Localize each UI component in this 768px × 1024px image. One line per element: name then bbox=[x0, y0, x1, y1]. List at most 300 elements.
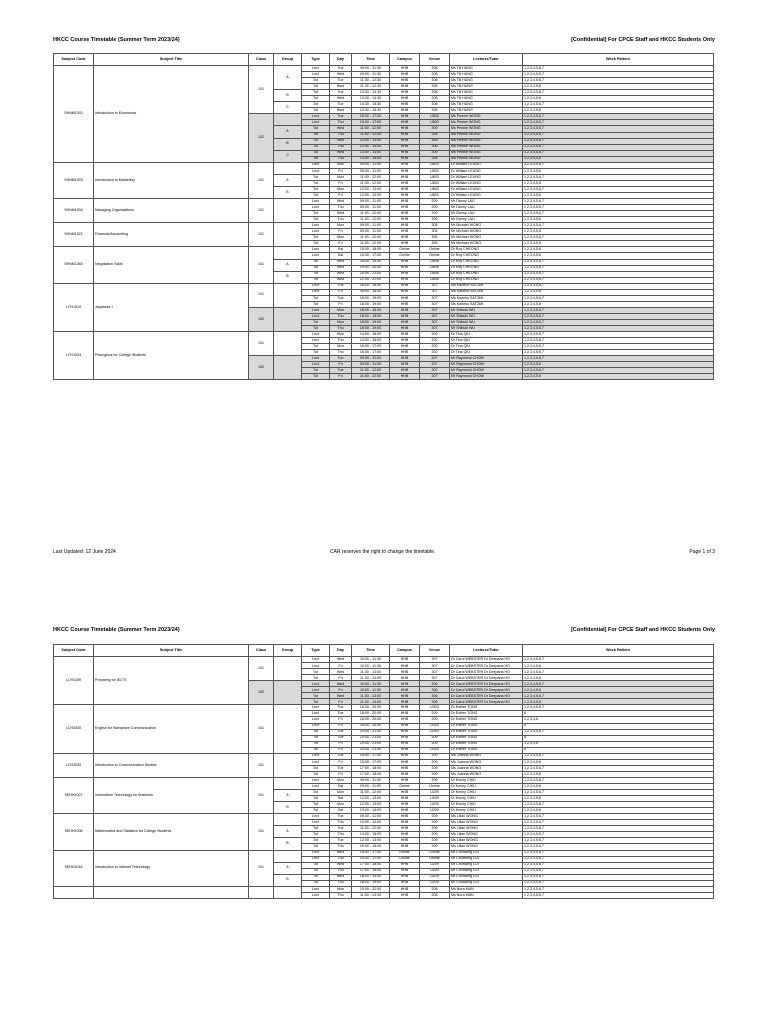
time: 12:00 - 13:00 bbox=[352, 796, 390, 802]
venue: 209 bbox=[420, 217, 450, 223]
class-number: 101 bbox=[249, 850, 274, 886]
column-header: Group bbox=[274, 645, 302, 657]
time: 11:00 - 12:00 bbox=[352, 180, 390, 186]
week-pattern: 1,2,3,4,5,6,7 bbox=[523, 205, 714, 211]
week-pattern: 1,2,3,4,5,6 bbox=[523, 687, 714, 693]
lecturer: Mr Michael WONG bbox=[450, 235, 523, 241]
week-pattern: 1,2,3,4,5,6,7 bbox=[523, 880, 714, 886]
group-label bbox=[274, 162, 302, 174]
lecturer: Mr Raymond CHOW bbox=[450, 374, 523, 380]
class-number: 101 bbox=[249, 777, 274, 813]
group-label bbox=[274, 283, 302, 307]
venue: 209 bbox=[420, 838, 450, 844]
lecturer: Dr Tina QIU bbox=[450, 344, 523, 350]
column-header: Day bbox=[330, 54, 352, 66]
time: 11:30 - 13:00 bbox=[352, 699, 390, 705]
type: Tut bbox=[302, 832, 330, 838]
venue: 208 bbox=[420, 886, 450, 892]
week-pattern: 1,2,3,4,5,6,7 bbox=[523, 338, 714, 344]
week-pattern: 1,2,3,4,5,6,7 bbox=[523, 90, 714, 96]
subject-title: Preparing for IELTS bbox=[94, 657, 249, 705]
day: Wed bbox=[330, 874, 352, 880]
lecturer: Ms Joanna WONG bbox=[450, 771, 523, 777]
time: 14:30 - 15:30 bbox=[352, 108, 390, 114]
group-label bbox=[274, 199, 302, 223]
campus: HHB bbox=[390, 777, 420, 783]
day: Fri bbox=[330, 241, 352, 247]
type: Lect bbox=[302, 783, 330, 789]
day: Wed bbox=[330, 259, 352, 265]
type: Lect bbox=[302, 777, 330, 783]
lecturer: Mr Chunwing LUI bbox=[450, 874, 523, 880]
venue: U303 bbox=[420, 729, 450, 735]
campus: HHB bbox=[390, 796, 420, 802]
campus: HHB bbox=[390, 186, 420, 192]
footer-note: CAR reserves the right to change the timetable. bbox=[330, 549, 436, 555]
venue: 208 bbox=[420, 892, 450, 898]
time: 11:00 - 12:00 bbox=[352, 790, 390, 796]
week-pattern: 1,2,3,4,5,6,7 bbox=[523, 265, 714, 271]
week-pattern: 6 bbox=[523, 711, 714, 717]
week-pattern: 1,2,3,4,5,6,7 bbox=[523, 313, 714, 319]
campus: HHB bbox=[390, 874, 420, 880]
campus: HHB bbox=[390, 283, 420, 289]
week-pattern: 1,2,3,4,5,6,7 bbox=[523, 356, 714, 362]
venue: 202 bbox=[420, 332, 450, 338]
time: 16:00 - 18:00 bbox=[352, 313, 390, 319]
lecturer: Ms Kaneko SATOMI bbox=[450, 295, 523, 301]
day: Thu bbox=[330, 313, 352, 319]
day: Thu bbox=[330, 844, 352, 850]
type: Lect bbox=[302, 120, 330, 126]
type: Tut bbox=[302, 874, 330, 880]
type: Tut bbox=[302, 319, 330, 325]
campus: HHB bbox=[390, 332, 420, 338]
week-pattern: 1,2,3,4,5,6,7 bbox=[523, 874, 714, 880]
campus: Online bbox=[390, 783, 420, 789]
class-number: 101 bbox=[249, 814, 274, 850]
time: 09:00 - 11:00 bbox=[352, 199, 390, 205]
campus: HHB bbox=[390, 832, 420, 838]
lecturer: Ms Kaneko SATOMI bbox=[450, 283, 523, 289]
group-label bbox=[274, 657, 302, 681]
campus: HHB bbox=[390, 319, 420, 325]
column-header: Day bbox=[330, 645, 352, 657]
class-number: 101 bbox=[249, 332, 274, 356]
type: Lect bbox=[302, 753, 330, 759]
type: Lect bbox=[302, 723, 330, 729]
type: Lect bbox=[302, 717, 330, 723]
time: 16:00 - 18:00 bbox=[352, 289, 390, 295]
type: Tut bbox=[302, 765, 330, 771]
week-pattern: 1,2,3,4,5,6 bbox=[523, 168, 714, 174]
time: 09:00 - 11:00 bbox=[352, 783, 390, 789]
lecturer: Mr Danny LAU bbox=[450, 217, 523, 223]
lecturer: Mr Shibuki WU bbox=[450, 307, 523, 313]
class-number: 101 bbox=[249, 705, 274, 753]
week-pattern: 1,2,3,4,5,6 bbox=[523, 217, 714, 223]
subject-code: LCH1024 bbox=[54, 332, 94, 380]
lecturer: Ms Lilian WONG bbox=[450, 826, 523, 832]
campus: HHB bbox=[390, 235, 420, 241]
week-pattern: 1,2,3,4,5,6,7 bbox=[523, 862, 714, 868]
time: 09:00 - 11:00 bbox=[352, 356, 390, 362]
lecturer: Dr Carol WEBSTER Dr Deepana HO bbox=[450, 657, 523, 663]
subject-code: LCH1019 bbox=[54, 283, 94, 331]
type: Lect bbox=[302, 205, 330, 211]
type: Lect bbox=[302, 820, 330, 826]
venue: 307 bbox=[420, 669, 450, 675]
venue: 307 bbox=[420, 283, 450, 289]
campus: HHB bbox=[390, 241, 420, 247]
page-title: HKCC Course Timetable (Summer Term 2023/24) bbox=[53, 37, 180, 43]
campus: HHB bbox=[390, 108, 420, 114]
lecturer: Dr Kenny CHIU bbox=[450, 808, 523, 814]
lecturer: Dr Carol WEBSTER Dr Deepana HO bbox=[450, 699, 523, 705]
lecturer: Dr William LEUNG bbox=[450, 174, 523, 180]
week-pattern: 1,2,3,4,5,6,7 bbox=[523, 126, 714, 132]
lecturer: Ms Nora MAN bbox=[450, 886, 523, 892]
time: 17:00 - 18:00 bbox=[352, 862, 390, 868]
venue: U209 bbox=[420, 802, 450, 808]
column-header: Venue bbox=[420, 645, 450, 657]
day: Tue bbox=[330, 66, 352, 72]
time: 18:00 - 19:00 bbox=[352, 326, 390, 332]
group-label bbox=[274, 681, 302, 705]
day: Tue bbox=[330, 90, 352, 96]
column-header: Week Pattern bbox=[523, 645, 714, 657]
type: Lect bbox=[302, 162, 330, 168]
type: Tut bbox=[302, 880, 330, 886]
campus: Online bbox=[390, 856, 420, 862]
lecturer: Ms Pennie WONG bbox=[450, 132, 523, 138]
venue: U209 bbox=[420, 790, 450, 796]
type: Lect bbox=[302, 356, 330, 362]
type: Lect bbox=[302, 663, 330, 669]
day: Thu bbox=[330, 880, 352, 886]
time: 17:00 - 18:00 bbox=[352, 765, 390, 771]
day: Thu bbox=[330, 217, 352, 223]
time: 11:00 - 12:00 bbox=[352, 132, 390, 138]
week-pattern: 1,2,3,4,5,6,7 bbox=[523, 211, 714, 217]
venue: 209 bbox=[420, 826, 450, 832]
type: Lect bbox=[302, 681, 330, 687]
campus: HHB bbox=[390, 144, 420, 150]
lecturer: Ms Lilian WONG bbox=[450, 832, 523, 838]
group-label bbox=[274, 114, 302, 126]
group-label: A bbox=[274, 790, 302, 802]
day: Mon bbox=[330, 777, 352, 783]
lecturer: Dr Esther TONG bbox=[450, 723, 523, 729]
time: 09:00 - 11:00 bbox=[352, 205, 390, 211]
day: Wed bbox=[330, 681, 352, 687]
last-updated: Last Updated: 12 June 2024 bbox=[53, 549, 116, 555]
day: Wed bbox=[330, 265, 352, 271]
campus: HHB bbox=[390, 862, 420, 868]
group-label: C bbox=[274, 150, 302, 162]
type: Lect bbox=[302, 657, 330, 663]
week-pattern: 1,2,3,4,5,6 bbox=[523, 796, 714, 802]
type: Tut bbox=[302, 217, 330, 223]
day: Thu bbox=[330, 820, 352, 826]
campus: HHB bbox=[390, 790, 420, 796]
time: 15:00 - 17:00 bbox=[352, 120, 390, 126]
day: Mon bbox=[330, 344, 352, 350]
lecturer: Mr Michael WONG bbox=[450, 241, 523, 247]
campus: HHB bbox=[390, 892, 420, 898]
group-label bbox=[274, 777, 302, 789]
subject-code: SHNM1060 bbox=[54, 247, 94, 283]
column-header: Lecturer/Tutor bbox=[450, 54, 523, 66]
day: Thu bbox=[330, 892, 352, 898]
lecturer: Dr Carol WEBSTER Dr Deepana HO bbox=[450, 669, 523, 675]
lecturer: Dr Esther TONG bbox=[450, 729, 523, 735]
time: 12:00 - 13:00 bbox=[352, 838, 390, 844]
venue: U603 bbox=[420, 186, 450, 192]
class-number: 102 bbox=[249, 307, 274, 331]
campus: HHB bbox=[390, 723, 420, 729]
campus: HHB bbox=[390, 301, 420, 307]
venue: 306 bbox=[420, 144, 450, 150]
time: 11:00 - 12:00 bbox=[352, 241, 390, 247]
lecturer: Ms Tili HUNG bbox=[450, 90, 523, 96]
time: 15:00 - 16:00 bbox=[352, 844, 390, 850]
group-label: B bbox=[274, 271, 302, 283]
time: 09:00 - 11:00 bbox=[352, 223, 390, 229]
venue: 207 bbox=[420, 374, 450, 380]
week-pattern: 1,2,3,4,5,6,7 bbox=[523, 78, 714, 84]
day: Thu bbox=[330, 156, 352, 162]
day: Tue bbox=[330, 765, 352, 771]
time: 16:00 - 17:00 bbox=[352, 344, 390, 350]
week-pattern: 1,2,3,4,5,6,7 bbox=[523, 319, 714, 325]
time: 09:00 - 11:00 bbox=[352, 814, 390, 820]
lecturer: Ms Tili HUNG bbox=[450, 84, 523, 90]
subject-title: Mathematics and Statistics for College Students bbox=[94, 814, 249, 850]
time: 15:00 - 17:00 bbox=[352, 114, 390, 120]
type: Tut bbox=[302, 192, 330, 198]
campus: HHB bbox=[390, 759, 420, 765]
venue: U606 bbox=[420, 271, 450, 277]
subject-title: Negotiation Skills bbox=[94, 247, 249, 283]
campus: HHB bbox=[390, 735, 420, 741]
type: Tut bbox=[302, 138, 330, 144]
venue: U606 bbox=[420, 259, 450, 265]
day: Fri bbox=[330, 374, 352, 380]
venue: Online bbox=[420, 856, 450, 862]
group-label: B bbox=[274, 874, 302, 886]
lecturer: Mr Chunwing LUI bbox=[450, 856, 523, 862]
time: 10:00 - 11:30 bbox=[352, 663, 390, 669]
week-pattern: 1,2,3,4,5,6 bbox=[523, 771, 714, 777]
venue: 309 bbox=[420, 138, 450, 144]
campus: HHB bbox=[390, 102, 420, 108]
column-header: Subject Title bbox=[94, 54, 249, 66]
group-label: A bbox=[274, 826, 302, 838]
campus: HHB bbox=[390, 368, 420, 374]
time: 18:00 - 20:00 bbox=[352, 705, 390, 711]
day: Fri bbox=[330, 289, 352, 295]
lecturer: Ms Kaneko SATOMI bbox=[450, 301, 523, 307]
time: 11:30 - 13:00 bbox=[352, 669, 390, 675]
day: Thu bbox=[330, 120, 352, 126]
subject-code: SEHH1016 bbox=[54, 850, 94, 886]
week-pattern: 1,2,3,4,5,6,7 bbox=[523, 138, 714, 144]
day: Mon bbox=[330, 307, 352, 313]
venue: 307 bbox=[420, 326, 450, 332]
type: Tut bbox=[302, 747, 330, 753]
week-pattern: 1,2,3,4,5,6,7 bbox=[523, 669, 714, 675]
type: Tut bbox=[302, 368, 330, 374]
campus: HHB bbox=[390, 814, 420, 820]
lecturer: Ms Tili HUNG bbox=[450, 72, 523, 78]
venue: 307 bbox=[420, 301, 450, 307]
venue: 307 bbox=[420, 313, 450, 319]
week-pattern: 1,2,3,4,5,6,7 bbox=[523, 820, 714, 826]
campus: HHB bbox=[390, 699, 420, 705]
day: Thu bbox=[330, 132, 352, 138]
campus: HHB bbox=[390, 350, 420, 356]
group-label: B bbox=[274, 802, 302, 814]
day: Mon bbox=[330, 174, 352, 180]
type: Tut bbox=[302, 771, 330, 777]
time: 10:00 - 11:30 bbox=[352, 681, 390, 687]
lecturer: Dr Roy CHEONG bbox=[450, 259, 523, 265]
lecturer: Mr Chunwing LUI bbox=[450, 880, 523, 886]
week-pattern: 1,2,3,4,6 bbox=[523, 741, 714, 747]
column-header: Type bbox=[302, 54, 330, 66]
week-pattern: 5 bbox=[523, 747, 714, 753]
lecturer: Dr Esther TONG bbox=[450, 747, 523, 753]
day: Mon bbox=[330, 186, 352, 192]
type: Tut bbox=[302, 838, 330, 844]
week-pattern: 1,2,3,4,5,6,7 bbox=[523, 693, 714, 699]
campus: HHB bbox=[390, 205, 420, 211]
type: Lect bbox=[302, 283, 330, 289]
time: 11:30 - 13:30 bbox=[352, 892, 390, 898]
campus: HHB bbox=[390, 820, 420, 826]
column-header: Time bbox=[352, 645, 390, 657]
campus: HHB bbox=[390, 344, 420, 350]
week-pattern: 1,2,3,4,5,6,7 bbox=[523, 790, 714, 796]
venue: 307 bbox=[420, 657, 450, 663]
day: Mon bbox=[330, 886, 352, 892]
week-pattern: 1,2,3,4,5,6,7 bbox=[523, 832, 714, 838]
campus: HHB bbox=[390, 174, 420, 180]
venue: U603 bbox=[420, 120, 450, 126]
time: 18:00 - 19:00 bbox=[352, 295, 390, 301]
venue: U603 bbox=[420, 174, 450, 180]
type: Tut bbox=[302, 669, 330, 675]
week-pattern: 1,2,3,4,5,6 bbox=[523, 675, 714, 681]
venue: U603 bbox=[420, 162, 450, 168]
campus: HHB bbox=[390, 84, 420, 90]
day: Mon bbox=[330, 802, 352, 808]
campus: HHB bbox=[390, 156, 420, 162]
day: Wed bbox=[330, 862, 352, 868]
day: Fri bbox=[330, 771, 352, 777]
venue: U303 bbox=[420, 723, 450, 729]
lecturer: Dr William LEUNG bbox=[450, 168, 523, 174]
type: Tut bbox=[302, 862, 330, 868]
day: Fri bbox=[330, 663, 352, 669]
venue: U209 bbox=[420, 868, 450, 874]
campus: HHB bbox=[390, 753, 420, 759]
campus: HHB bbox=[390, 693, 420, 699]
time: 10:00 - 12:00 bbox=[352, 820, 390, 826]
venue: Online bbox=[420, 850, 450, 856]
day: Fri bbox=[330, 180, 352, 186]
day: Wed bbox=[330, 126, 352, 132]
type: Tut bbox=[302, 90, 330, 96]
time: 12:00 - 13:00 bbox=[352, 802, 390, 808]
time: 09:00 - 11:00 bbox=[352, 229, 390, 235]
week-pattern: 1,2,3,4,5,6,7 bbox=[523, 332, 714, 338]
venue: 209 bbox=[420, 814, 450, 820]
type: Tut bbox=[302, 144, 330, 150]
week-pattern: 1,2,3,4,5,6,7 bbox=[523, 144, 714, 150]
group-label bbox=[274, 307, 302, 331]
lecturer: Dr Tina QIU bbox=[450, 350, 523, 356]
campus: HHB bbox=[390, 265, 420, 271]
subject-code: LCH2030 bbox=[54, 705, 94, 753]
subject-title: Financial Accounting bbox=[94, 223, 249, 247]
group-label: A bbox=[274, 66, 302, 90]
lecturer: Dr Kenny CHIU bbox=[450, 790, 523, 796]
subject-title bbox=[94, 886, 249, 898]
week-pattern: 1,2,3,4,5,6 bbox=[523, 783, 714, 789]
campus: Online bbox=[390, 253, 420, 259]
type: Tut bbox=[302, 350, 330, 356]
lecturer: Dr Esther TONG bbox=[450, 711, 523, 717]
campus: HHB bbox=[390, 199, 420, 205]
day: Thu bbox=[330, 326, 352, 332]
campus: HHB bbox=[390, 362, 420, 368]
campus: HHB bbox=[390, 150, 420, 156]
campus: HHB bbox=[390, 374, 420, 380]
week-pattern: 1,2,3,4,5,6,7 bbox=[523, 102, 714, 108]
day: Tue bbox=[330, 753, 352, 759]
week-pattern: 1,2,3,4,5,6 bbox=[523, 108, 714, 114]
week-pattern: 1,2,3,4,5,6,7 bbox=[523, 705, 714, 711]
time: 11:00 - 12:00 bbox=[352, 126, 390, 132]
type: Tut bbox=[302, 241, 330, 247]
lecturer: Ms Tili HUNG bbox=[450, 66, 523, 72]
week-pattern: 1,2,3,4,5,6,7 bbox=[523, 150, 714, 156]
venue: 209 bbox=[420, 753, 450, 759]
type: Tut bbox=[302, 301, 330, 307]
campus: HHB bbox=[390, 711, 420, 717]
campus: HHB bbox=[390, 663, 420, 669]
lecturer: Dr Carol WEBSTER Dr Deepana HO bbox=[450, 675, 523, 681]
day: Tue bbox=[330, 729, 352, 735]
week-pattern: 1,2,3,4,5,6 bbox=[523, 253, 714, 259]
venue: 207 bbox=[420, 362, 450, 368]
class-number: 101 bbox=[249, 162, 274, 198]
day: Mon bbox=[330, 332, 352, 338]
lecturer: Ms Pennie WONG bbox=[450, 114, 523, 120]
lecturer: Ms Joanna WONG bbox=[450, 765, 523, 771]
type: Tut bbox=[302, 156, 330, 162]
time: 13:00 - 14:00 bbox=[352, 150, 390, 156]
day: Thu bbox=[330, 868, 352, 874]
lecturer: Dr Roy CHEONG bbox=[450, 265, 523, 271]
venue: 305 bbox=[420, 235, 450, 241]
venue: 209 bbox=[420, 199, 450, 205]
type: Tut bbox=[302, 102, 330, 108]
time: 13:30 - 14:30 bbox=[352, 96, 390, 102]
lecturer: Dr Tina QIU bbox=[450, 338, 523, 344]
